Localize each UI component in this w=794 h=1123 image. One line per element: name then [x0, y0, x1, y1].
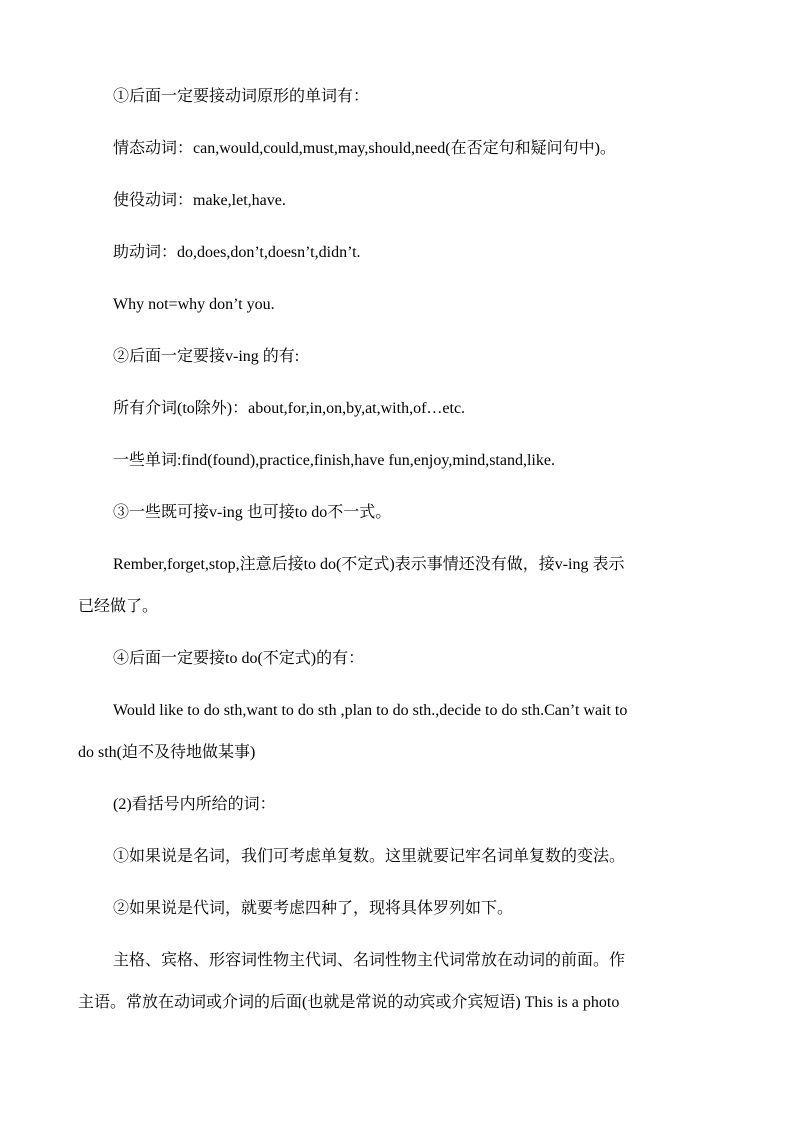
rule-2-heading: ②后面一定要接v-ing 的有: [113, 348, 300, 365]
pronoun-rule-line: ②如果说是代词，就要考虑四种了，现将具体罗列如下。 [113, 900, 514, 917]
rule-3-heading: ③一些既可接v-ing 也可接to do不一式。 [113, 504, 392, 521]
rule-4-heading: ④后面一定要接to do(不定式)的有： [113, 650, 365, 667]
rule-4-examples-line-1: Would like to do sth,want to do sth ,plan to do sth.,decide to do sth.Can’t wait to [113, 702, 628, 719]
noun-rule-line: ①如果说是名词，我们可考虑单复数。这里就要记牢名词单复数的变法。 [113, 848, 626, 865]
rule-3-note-line-2: 已经做了。 [78, 598, 159, 615]
causative-verbs-line: 使役动词：make,let,have. [113, 192, 286, 209]
rule-1-heading: ①后面一定要接动词原形的单词有： [113, 88, 370, 105]
prepositions-line: 所有介词(to除外)：about,for,in,on,by,at,with,of…etc. [113, 400, 466, 417]
some-words-line: 一些单词:find(found),practice,finish,have fun,enjoy,mind,stand,like. [113, 452, 555, 469]
rule-4-examples-line-2: do sth(迫不及待地做某事) [78, 744, 256, 761]
pronoun-detail-line-1: 主格、宾格、形容词性物主代词、名词性物主代词常放在动词的前面。作 [113, 952, 626, 969]
pronoun-detail-line-2: 主语。常放在动词或介词的后面(也就是常说的动宾或介宾短语) This is a photo [78, 994, 620, 1011]
rule-3-note-line-1: Rember,forget,stop,注意后接to do(不定式)表示事情还没有做，接v-ing 表示 [113, 556, 625, 573]
section-2-heading: (2)看括号内所给的词： [113, 796, 276, 813]
why-not-line: Why not=why don’t you. [113, 296, 275, 313]
auxiliary-verbs-line: 助动词：do,does,don’t,doesn’t,didn’t. [113, 244, 361, 261]
modal-verbs-line: 情态动词：can,would,could,must,may,should,need(在否定句和疑问句中)。 [113, 140, 616, 157]
